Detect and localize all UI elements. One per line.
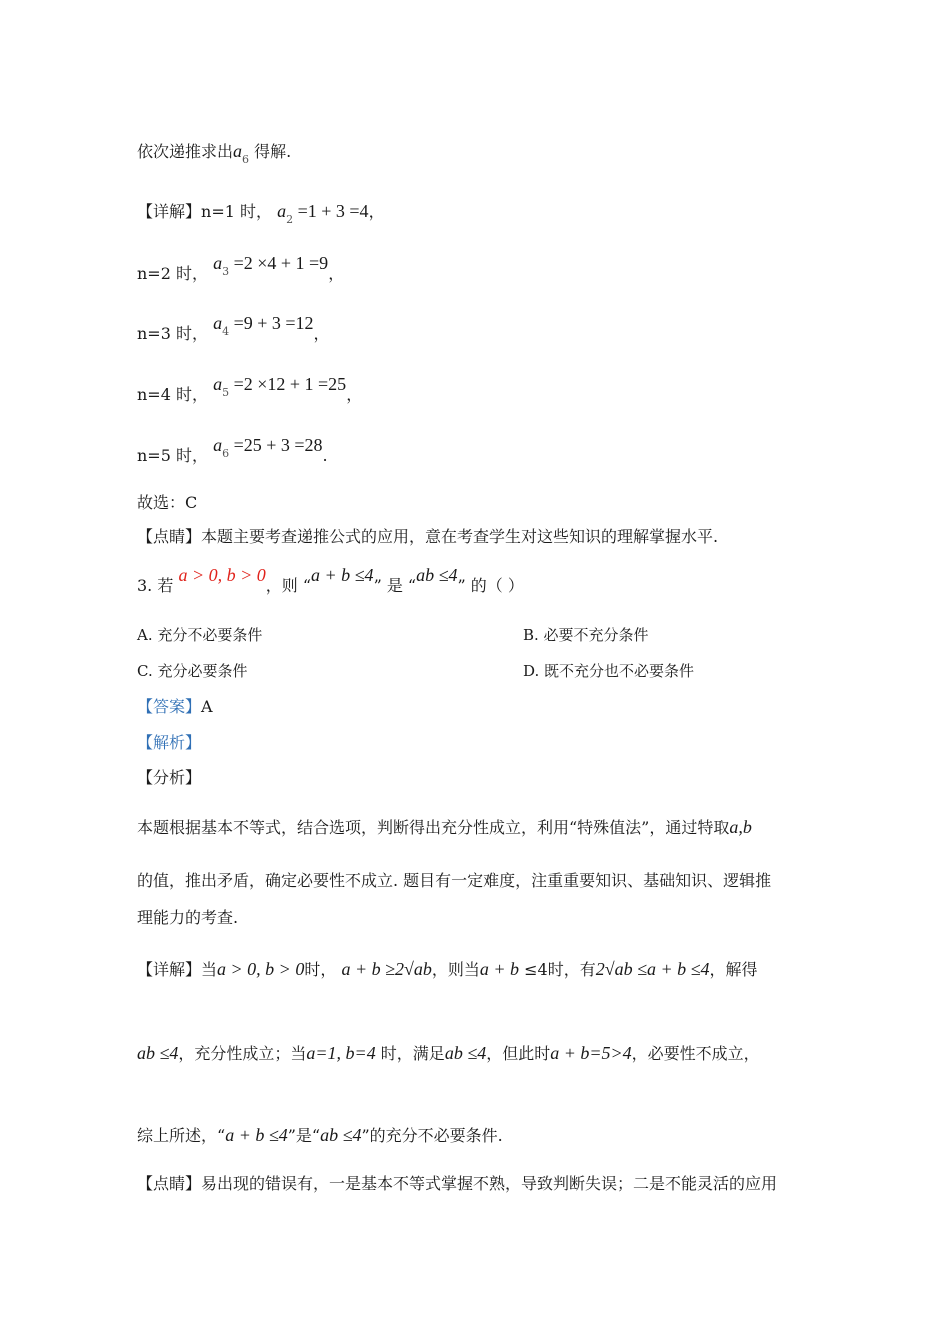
detail-cond: n=1 时， [201, 202, 272, 221]
n2-end: ， [328, 264, 345, 283]
detail-sub: 2 [286, 213, 294, 226]
detail2-m1: a > 0, b > 0 [217, 959, 305, 979]
n5-cond: n=5 时， [137, 446, 208, 465]
detail3-m3: ab ≤4 [444, 1043, 487, 1063]
line-intro [137, 140, 291, 165]
summary-m1: a + b ≤4 [225, 1125, 288, 1145]
comment1-tag: 【点睛】 [137, 527, 202, 546]
fenxi-line3: 理能力的考查. [137, 908, 239, 927]
detail2-m2: a + b ≥2√ab [341, 959, 432, 979]
option-b: B. 必要不充分条件 [523, 626, 649, 644]
intro-var: a [233, 141, 243, 161]
detail3-m2: a=1, b=4 [306, 1043, 376, 1063]
line-detail-n1 [137, 200, 385, 225]
intro-pre: 依次递推求出 [137, 142, 234, 161]
n5-var: a [213, 435, 223, 455]
n2-var: a [213, 253, 223, 273]
n2-expr: =2 ×4 + 1 =9 [229, 253, 329, 273]
option-a: A. 充分不必要条件 [137, 626, 263, 644]
comment2-tag: 【点睛】 [137, 1174, 202, 1193]
comment2-text: 易出现的错误有，一是基本不等式掌握不熟，导致判断失误；二是不能灵活的应用 [201, 1174, 778, 1193]
n4-sub: 5 [222, 386, 230, 399]
summary-t1: 综上所述，“ [137, 1126, 226, 1145]
n2-cond: n=2 时， [137, 264, 208, 283]
analysis-tag: 【解析】 [137, 733, 202, 752]
option-d: D. 既不充分也不必要条件 [523, 662, 695, 680]
fenxi-l1a: 本题根据基本不等式，结合选项，判断得出充分性成立，利用“特殊值法”，通过特取 [137, 818, 730, 837]
detail2-m3: a + b [479, 959, 520, 979]
n4-var: a [213, 374, 223, 394]
n3-var: a [213, 313, 223, 333]
detail2-t1: 当 [201, 960, 218, 979]
summary-t2: ”是“ [287, 1126, 321, 1145]
comment2-line [137, 1173, 777, 1195]
fenxi-line2: 的值，推出矛盾，确定必要性不成立. 题目有一定难度，注重重要知识、基础知识、逻辑推 [137, 871, 772, 890]
question-t2: ” 是 “ [373, 576, 417, 595]
n4-expr: =2 ×12 + 1 =25 [229, 374, 347, 394]
line-n4 [137, 374, 363, 408]
detail2-m4: 2√ab ≤a + b ≤4 [595, 959, 710, 979]
intro-sub: 6 [242, 153, 250, 166]
question-e2: ab ≤4 [416, 565, 458, 585]
detail3-t3: ，但此时 [486, 1044, 551, 1063]
line-n5 [137, 435, 328, 469]
fenxi-tag: 【分析】 [137, 768, 202, 787]
detail2-t4: ≤4时，有 [524, 960, 596, 979]
detail2-t3: ，则当 [431, 960, 480, 979]
detail2-line [137, 958, 758, 981]
answer-tag: 【答案】 [137, 697, 202, 716]
detail-expr: =1 + 3 =4 [293, 201, 369, 221]
question-num: 3. 若 [137, 576, 174, 595]
intro-post: 得解. [254, 142, 292, 161]
n3-end: ， [313, 324, 330, 343]
fenxi-line1 [137, 816, 752, 839]
n3-sub: 4 [222, 325, 230, 338]
summary-t3: ”的充分不必要条件. [361, 1126, 503, 1145]
detail-var: a [277, 201, 287, 221]
detail-end: ， [368, 202, 385, 221]
n5-sub: 6 [222, 447, 230, 460]
question-e1: a + b ≤4 [311, 565, 374, 585]
detail2-tag: 【详解】 [137, 960, 202, 979]
detail3-line [137, 1042, 760, 1065]
detail2-t2: 时， [304, 960, 337, 979]
detail-tag: 【详解】 [137, 202, 202, 221]
detail3-t1: ，充分性成立；当 [178, 1044, 307, 1063]
line-comment1 [137, 526, 718, 548]
option-c: C. 充分必要条件 [137, 662, 248, 680]
detail3-m4: a + b=5>4 [550, 1043, 632, 1063]
detail3-m1: ab ≤4 [137, 1043, 179, 1063]
fenxi-l1b: a,b [729, 817, 752, 837]
detail2-t5: ，解得 [709, 960, 758, 979]
detail3-t4: ，必要性不成立， [631, 1044, 760, 1063]
question-t1: ，则 “ [265, 576, 312, 595]
n4-end: ， [346, 385, 363, 404]
line-choose: 故选：C [137, 493, 198, 512]
detail3-t2: 时，满足 [380, 1044, 445, 1063]
n5-end: . [322, 446, 328, 465]
question-cond: a > 0, b > 0 [178, 565, 266, 585]
question-3 [137, 565, 524, 597]
n4-cond: n=4 时， [137, 385, 208, 404]
line-n2 [137, 253, 345, 287]
answer-line [137, 696, 213, 718]
comment1-text: 本题主要考查递推公式的应用，意在考查学生对这些知识的理解掌握水平. [201, 527, 719, 546]
line-n3 [137, 313, 330, 347]
answer-value: A [201, 697, 213, 716]
summary-line [137, 1124, 503, 1147]
summary-m2: ab ≤4 [320, 1125, 362, 1145]
n2-sub: 3 [222, 265, 230, 278]
question-t3: ” 的（ ） [457, 576, 524, 595]
n3-cond: n=3 时， [137, 324, 208, 343]
n3-expr: =9 + 3 =12 [229, 313, 314, 333]
n5-expr: =25 + 3 =28 [229, 435, 323, 455]
